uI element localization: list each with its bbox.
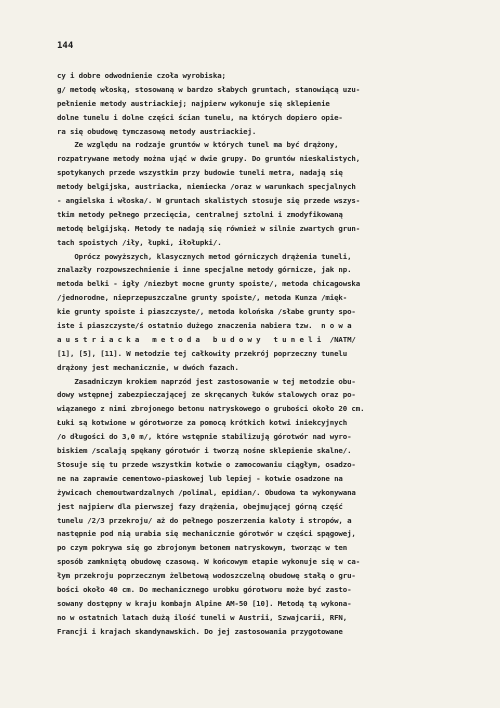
text-line: iste i piaszczyste/ś ostatnio dużego znaczenia nabiera tzw. n o w a xyxy=(57,321,352,331)
text-line: sposób zamkniętą obudowę czasową. W końcowym etapie wykonuje się w ca- xyxy=(57,557,361,567)
text-line: wiązanego z nimi zbrojonego betonu natryskowego o grubości około 20 cm. xyxy=(57,404,365,414)
text-line: tach spoistych /iły, łupki, iłołupki/. xyxy=(57,237,222,247)
text-line: kie grunty spoiste i piaszczyste/, metoda kolońska /słabe grunty spo- xyxy=(57,307,356,317)
text-line: ne na zaprawie cementowo-piaskowej lub lepiej - kotwie osadzone na xyxy=(57,473,343,483)
text-line: pełnienie metody austriackiej; najpierw wykonuje się sklepienie xyxy=(57,98,330,108)
text-line: tkim metody pełnego przecięcia, centralnej sztolni i zmodyfikowaną xyxy=(57,209,343,219)
text-line: dolne tunelu i dolne części ścian tunelu, na których dopiero opie- xyxy=(57,112,343,122)
page-number: 144 xyxy=(57,41,74,51)
text-line: następnie pod nią urabia się mechanicznie górotwór w części spągowej, xyxy=(57,529,356,539)
text-line: Oprócz powyższych, klasycznych metod górniczych drążenia tuneli, xyxy=(57,251,352,261)
text-line: jest najpierw dla pierwszej fazy drążenia, obejmującej górną część xyxy=(57,501,343,511)
text-line: dowy wstępnej zabezpieczającej ze skręcanych łuków stalowych oraz po- xyxy=(57,390,356,400)
text-line: znalazły rozpowszechnienie i inne specjalne metody górnicze, jak np. xyxy=(57,265,352,275)
text-line: metoda belki - igły /niezbyt mocne grunty spoiste/, metoda chicagowska xyxy=(57,279,361,289)
text-line: cy i dobre odwodnienie czoła wyrobiska; xyxy=(57,71,226,80)
text-line: no w ostatnich latach dużą ilość tuneli w Austrii, Szwajcarii, RFN, xyxy=(57,612,348,622)
text-line: [1], [5], [11]. W metodzie tej całkowity przekrój poprzeczny tunelu xyxy=(57,348,348,358)
text-line: drążony jest mechanicznie, w dwóch fazach. xyxy=(57,362,239,372)
text-line: spotykanych przede wszystkim przy budowie tuneli metra, nadają się xyxy=(57,168,343,178)
text-line: biskiem /scalają spękany górotwór i tworzą nośne sklepienie skalne/. xyxy=(57,446,352,456)
text-line: Francji i krajach skandynawskich. Do jej zastosowania przygotowane xyxy=(57,626,343,636)
text-line: łym przekroju poprzecznym żelbetową wodoszczelną obudowę stałą o gru- xyxy=(57,571,356,581)
text-line: żywicach chemoutwardzalnych /polimal, epidian/. Obudowa ta wykonywana xyxy=(57,487,356,497)
text-line: ra się obudowę tymczasową metody austriackiej. xyxy=(57,126,257,136)
text-line: - angielska i włoska/. W gruntach skalistych stosuje się przede wszys- xyxy=(57,196,361,206)
text-line: metody belgijska, austriacka, niemiecka /oraz w warunkach specjalnych xyxy=(57,182,356,192)
text-line: tunelu /2/3 przekroju/ aż do pełnego poszerzenia kaloty i stropów, a xyxy=(57,515,352,525)
text-line: po czym pokrywa się go zbrojonym betonem natryskowym, tworząc w ten xyxy=(57,543,348,553)
text-line: sowany dostępny w kraju kombajn Alpine AM-50 [10]. Metodą tą wykona- xyxy=(57,598,352,608)
text-line: Stosuje się tu przede wszystkim kotwie o zamocowaniu ciągłym, osadzo- xyxy=(57,459,356,469)
text-line: Łuki są kotwione w górotworze za pomocą krótkich kotwi iniekcyjnych xyxy=(57,418,348,428)
text-line: /o długości do 3,0 m/, które wstępnie stabilizują górotwór nad wyro- xyxy=(57,432,352,442)
text-line: a u s t r i a c k a m e t o d a b u d o w y t u n e l i /NATM/ xyxy=(57,334,356,344)
text-line: /jednorodne, nieprzepuszczalne grunty spoiste/, metoda Kunza /mięk- xyxy=(57,293,348,303)
text-line: rozpatrywane metody można ująć w dwie grupy. Do gruntów nieskalistych, xyxy=(57,154,361,164)
text-line: metodę belgijską. Metody te nadają się również w silnie zwartych grun- xyxy=(57,223,361,233)
text-line: Zasadniczym krokiem naprzód jest zastosowanie w tej metodzie obu- xyxy=(57,376,356,386)
text-line: bości około 40 cm. Do mechanicznego urobku górotworu może być zasto- xyxy=(57,584,352,594)
text-line: Ze względu na rodzaje gruntów w których tunel ma być drążony, xyxy=(57,140,339,150)
text-line: g/ metodę włoską, stosowaną w bardzo słabych gruntach, stanowiącą uzu- xyxy=(57,84,361,94)
body-text xyxy=(57,69,449,639)
